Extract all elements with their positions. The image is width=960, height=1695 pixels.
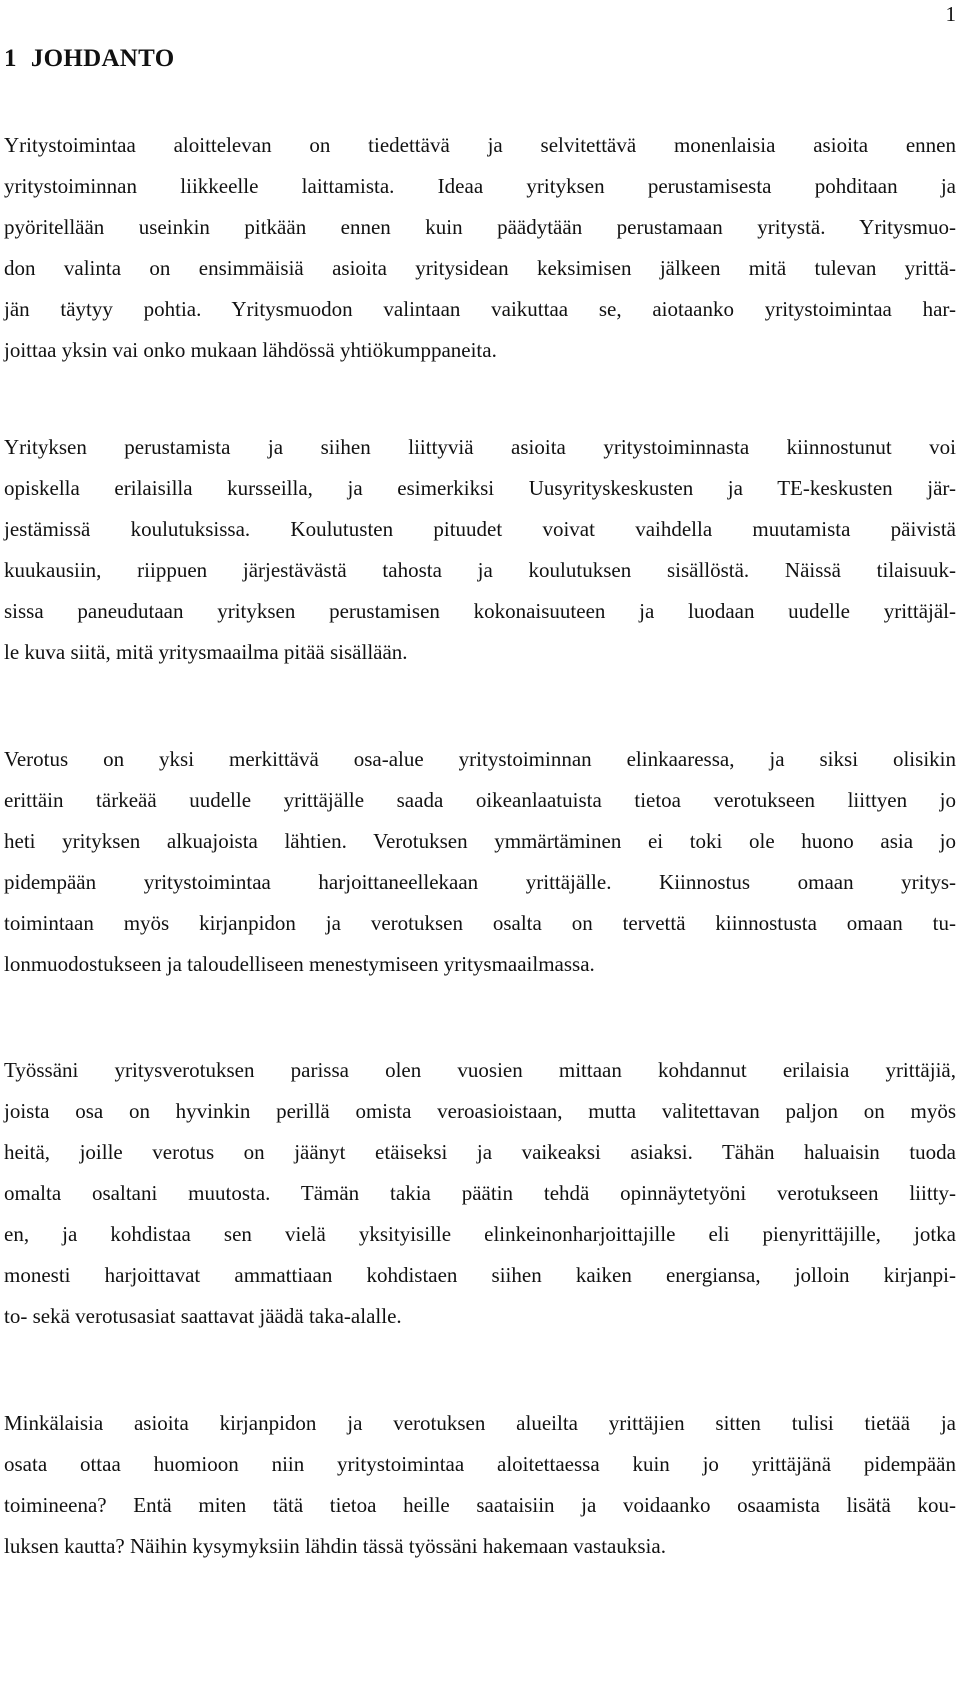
chapter-number: 1	[4, 45, 17, 72]
paragraph-3	[4, 739, 956, 985]
chapter-title: JOHDANTO	[30, 45, 175, 72]
text-line: monesti harjoittavat ammattiaan kohdistaen siihen kaiken energiansa, jolloin kirjanpi-	[4, 1263, 956, 1287]
text-line: erittäin tärkeää uudelle yrittäjälle saada oikeanlaatuista tietoa verotukseen liittyen jo	[4, 788, 956, 812]
text-line: Työssäni yritysverotuksen parissa olen vuosien mittaan kohdannut erilaisia yrittäjiä,	[4, 1058, 956, 1082]
text-line: heti yrityksen alkuajoista lähtien. Verotuksen ymmärtäminen ei toki ole huono asia jo	[4, 829, 956, 853]
text-line: Verotus on yksi merkittävä osa-alue yritystoiminnan elinkaaressa, ja siksi olisikin	[4, 747, 956, 771]
text-line: Yrityksen perustamista ja siihen liittyviä asioita yritystoiminnasta kiinnostunut voi	[4, 435, 956, 459]
text-line: yritystoiminnan liikkeelle laittamista. Ideaa yrityksen perustamisesta pohditaan ja	[4, 174, 956, 198]
text-line: osata ottaa huomioon niin yritystoimintaa aloitettaessa kuin jo yrittäjänä pidempään	[4, 1452, 956, 1476]
text-line: en, ja kohdistaa sen vielä yksityisille elinkeinonharjoittajille eli pienyrittäjille, jotka	[4, 1222, 956, 1246]
text-line: omalta osaltani muutosta. Tämän takia päätin tehdä opinnäytetyöni verotukseen liitty-	[4, 1181, 956, 1205]
text-line: jän täytyy pohtia. Yritysmuodon valintaan vaikuttaa se, aiotaanko yritystoimintaa har-	[4, 297, 956, 321]
text-line: joittaa yksin vai onko mukaan lähdössä yhtiökumppaneita.	[4, 338, 497, 362]
text-line: Yritystoimintaa aloittelevan on tiedettävä ja selvitettävä monenlaisia asioita ennen	[4, 133, 956, 157]
text-line: lonmuodostukseen ja taloudelliseen menestymiseen yritysmaailmassa.	[4, 952, 595, 976]
text-line: toimineena? Entä miten tätä tietoa heille saataisiin ja voidaanko osaamista lisätä kou-	[4, 1493, 956, 1517]
text-line: jestämissä koulutuksissa. Koulutusten pituudet voivat vaihdella muutamista päivistä	[4, 517, 956, 541]
text-line: kuukausiin, riippuen järjestävästä tahosta ja koulutuksen sisällöstä. Näissä tilaisuuk-	[4, 558, 956, 582]
page-number: 1	[945, 2, 956, 26]
text-line: le kuva siitä, mitä yritysmaailma pitää sisällään.	[4, 640, 408, 664]
paragraph-1	[4, 125, 956, 371]
text-line: pyöritellään useinkin pitkään ennen kuin päädytään perustamaan yritystä. Yritysmuo-	[4, 215, 956, 239]
chapter-heading	[4, 44, 174, 74]
text-line: sissa paneudutaan yrityksen perustamisen kokonaisuuteen ja luodaan uudelle yrittäjäl-	[4, 599, 956, 623]
text-line: heitä, joille verotus on jäänyt etäiseksi ja vaikeaksi asiaksi. Tähän haluaisin tuoda	[4, 1140, 956, 1164]
paragraph-5	[4, 1403, 956, 1567]
text-line: Minkälaisia asioita kirjanpidon ja verotuksen alueilta yrittäjien sitten tulisi tietää ja	[4, 1411, 956, 1435]
paragraph-2	[4, 427, 956, 673]
text-line: to- sekä verotusasiat saattavat jäädä taka-alalle.	[4, 1304, 402, 1328]
text-line: pidempään yritystoimintaa harjoittaneellekaan yrittäjälle. Kiinnostus omaan yritys-	[4, 870, 956, 894]
text-line: luksen kautta? Näihin kysymyksiin lähdin tässä työssäni hakemaan vastauksia.	[4, 1534, 666, 1558]
text-line: joista osa on hyvinkin perillä omista veroasioistaan, mutta valitettavan paljon on myös	[4, 1099, 956, 1123]
text-line: don valinta on ensimmäisiä asioita yritysidean keksimisen jälkeen mitä tulevan yrittä-	[4, 256, 956, 280]
text-line: toimintaan myös kirjanpidon ja verotuksen osalta on tervettä kiinnostusta omaan tu-	[4, 911, 956, 935]
text-line: opiskella erilaisilla kursseilla, ja esimerkiksi Uusyrityskeskusten ja TE-keskusten jär-	[4, 476, 956, 500]
paragraph-4	[4, 1050, 956, 1337]
